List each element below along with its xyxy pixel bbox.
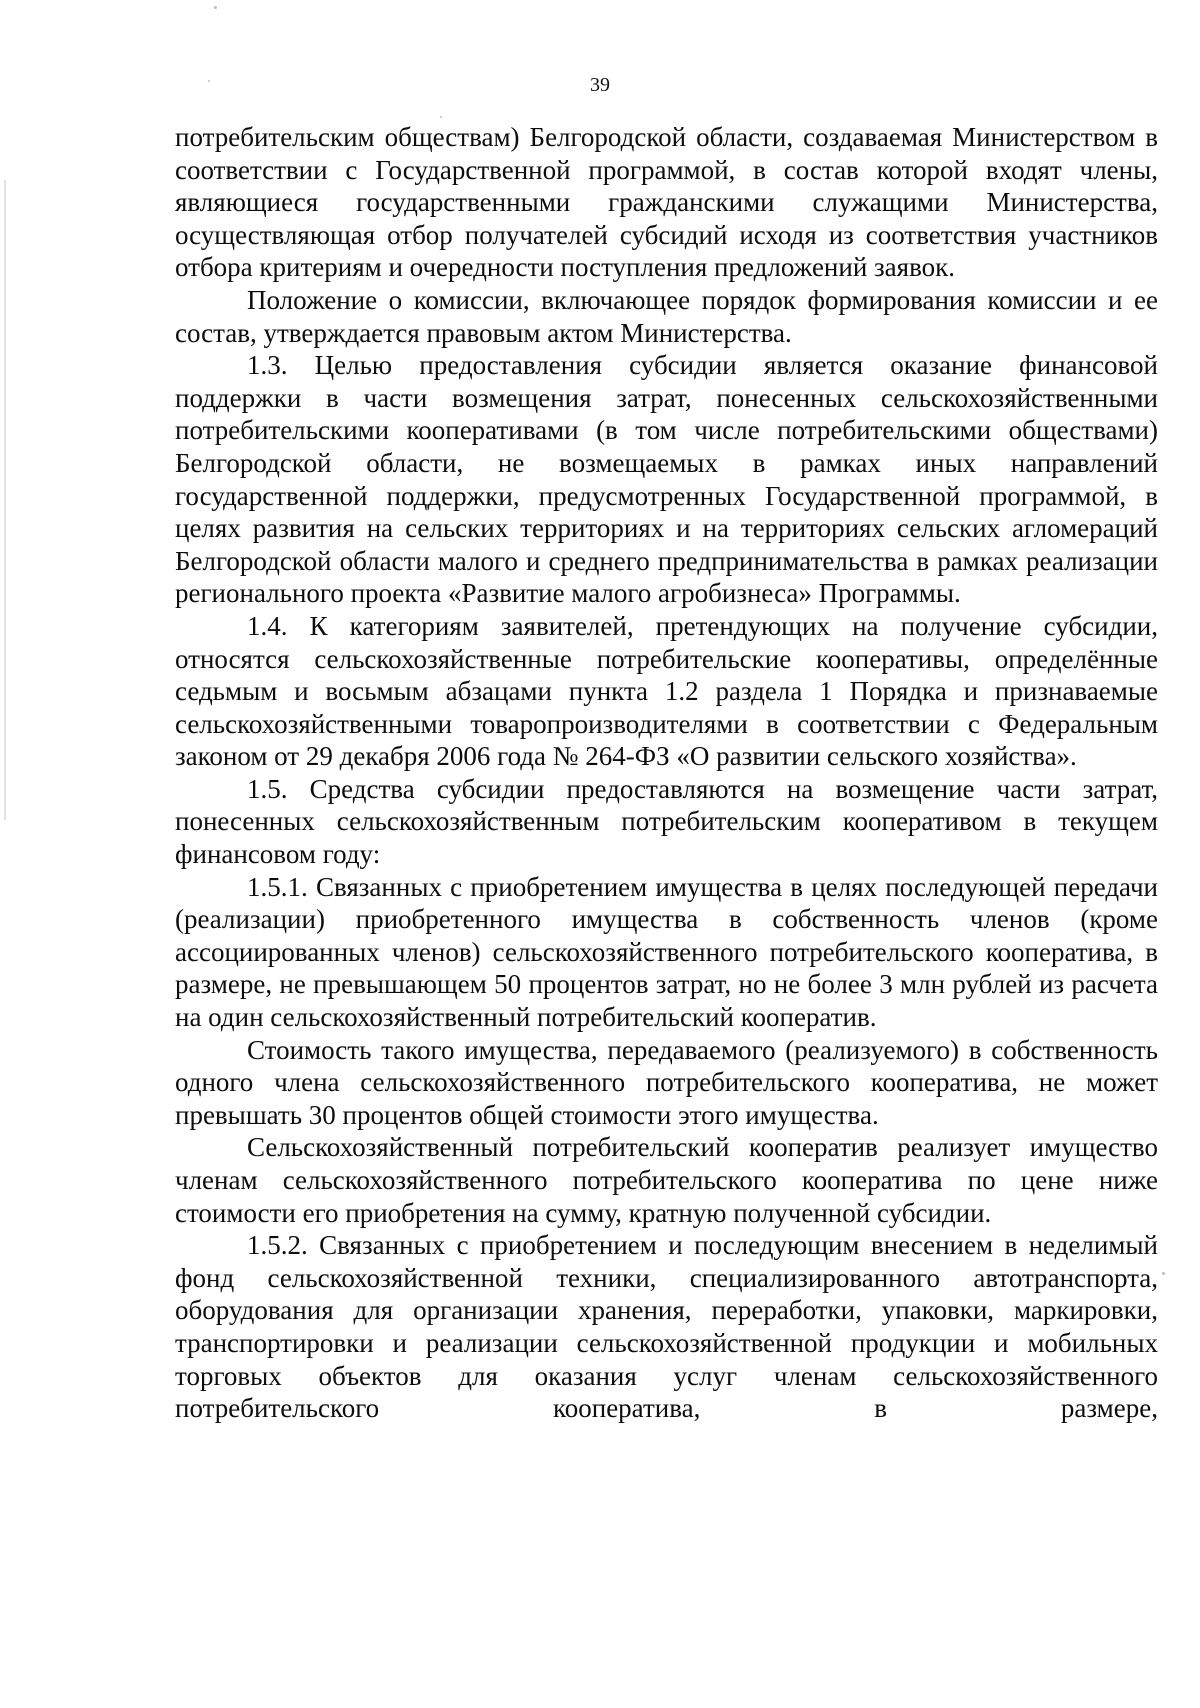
- scan-speck: [1162, 1272, 1165, 1275]
- paragraph-1-5-funds: 1.5. Средства субсидии предоставляются на возмещение части затрат, понесенных сельскохозяйственным потребительским кооперативом в текущем финансовом году:: [175, 773, 1158, 870]
- paragraph-1-5-1-property: 1.5.1. Связанных с приобретением имущества в целях последующей передачи (реализации) приобретенного имущества в собственность членов (кроме ассоциированных членов) сельскохозяйственного потребительского кооператива, в размере, не превышающем 50 процентов затрат, но не более 3 млн рублей из расчета на один сельскохозяйственный потребительский кооператив.: [175, 871, 1158, 1033]
- scan-edge-shadow: [4, 180, 6, 820]
- scan-speck: [214, 6, 217, 9]
- paragraph-cooperative-sells: Сельскохозяйственный потребительский кооператив реализует имущество членам сельскохозяйственного потребительского кооператива по цене ниже стоимости его приобретения на сумму, кратную полученной субсидии.: [175, 1132, 1158, 1228]
- paragraph-property-cost-limit: Стоимость такого имущества, передаваемого (реализуемого) в собственность одного члена сельскохозяйственного потребительского кооператива, не может превышать 30 процентов общей стоимости этого имущества.: [175, 1034, 1158, 1130]
- scan-speck: [440, 116, 442, 118]
- paragraph-commission-regulation: Положение о комиссии, включающее порядок формирования комиссии и ее состав, утверждается правовым актом Министерства.: [175, 284, 1158, 348]
- page-number: 39: [590, 74, 610, 96]
- paragraph-commission-definition: потребительским обществам) Белгородской области, создаваемая Министерством в соответствии с Государственной программой, в состав которой входят члены, являющиеся государственными гражданскими служащими Министерства, осуществляющая отбор получателей субсидий исходя из соответствия участников отбора критериям и очередности поступления предложений заявок.: [175, 122, 1158, 283]
- paragraph-1-5-2-equipment: 1.5.2. Связанных с приобретением и последующим внесением в неделимый фонд сельскохозяйственной техники, специализированного автотранспорта, оборудования для организации хранения, переработки, упаковки, маркировки, транспортировки и реализации сельскохозяйственной продукции и мобильных торговых объектов для оказания услуг членам сельскохозяйственного потребительского кооператива, в размере,: [175, 1230, 1158, 1424]
- paragraph-1-3-purpose: 1.3. Целью предоставления субсидии является оказание финансовой поддержки в части возмещения затрат, понесенных сельскохозяйственными потребительскими кооперативами (в том числе потребительскими обществами) Белгородской области, не возмещаемых в рамках иных направлений государственной поддержки, предусмотренных Государственной программой, в целях развития на сельских территориях и на территориях сельских агломераций Белгородской области малого и среднего предпринимательства в рамках реализации регионального проекта «Развитие малого агробизнеса» Программы.: [175, 350, 1158, 609]
- document-body: [175, 121, 1158, 1425]
- paragraph-1-4-applicants: 1.4. К категориям заявителей, претендующих на получение субсидии, относятся сельскохозяйственные потребительские кооперативы, определённые седьмым и восьмым абзацами пункта 1.2 раздела 1 Порядка и признаваемые сельскохозяйственными товаропроизводителями в соответствии с Федеральным законом от 29 декабря 2006 года № 264-ФЗ «О развитии сельского хозяйства».: [175, 610, 1158, 772]
